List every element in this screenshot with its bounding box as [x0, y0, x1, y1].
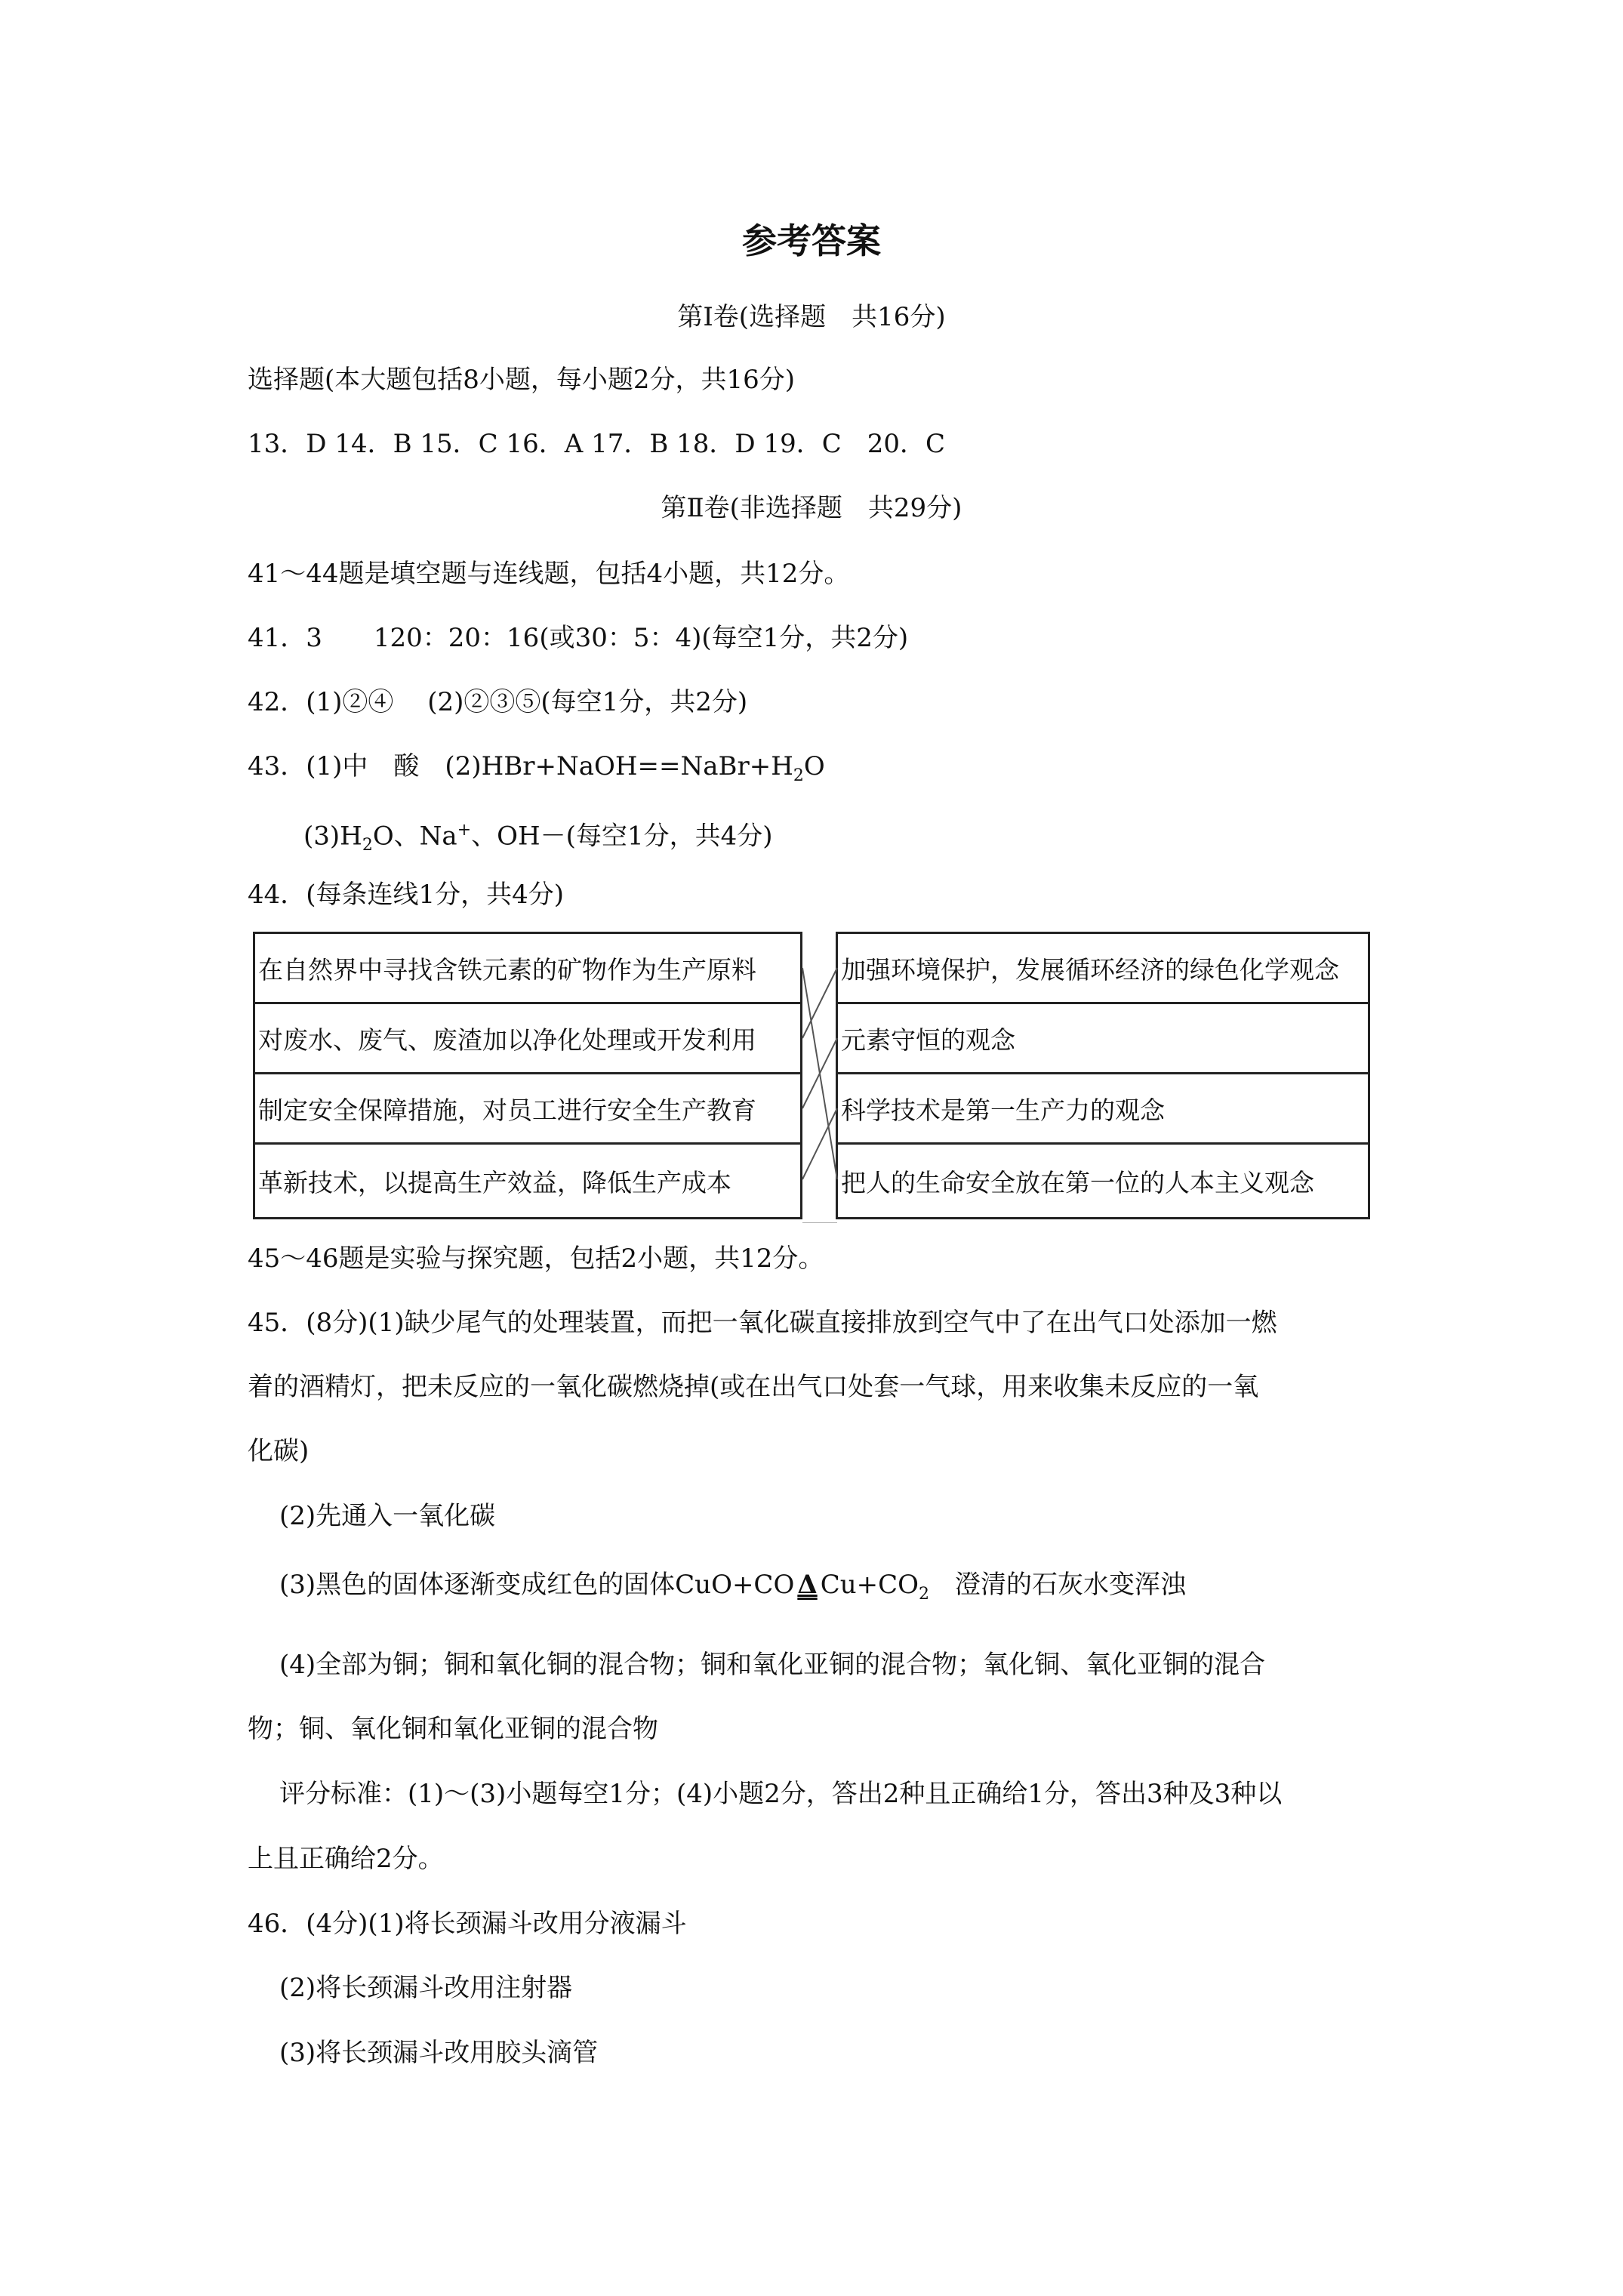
match-right-2: 元素守恒的观念	[836, 1002, 1370, 1074]
match-right-4: 把人的生命安全放在第一位的人本主义观念	[836, 1142, 1370, 1219]
match-right-1: 加强环境保护，发展循环经济的绿色化学观念	[836, 932, 1370, 1004]
part1-answers: 13．D 14．B 15．C 16．A 17．B 18．D 19．C 20．C	[248, 429, 946, 459]
q45-equation-left: (3)黑色的固体逐渐变成红色的固体CuO+CO	[279, 1570, 795, 1600]
q43b-text-mid: O、Na	[372, 821, 457, 852]
q43-text-end: O	[803, 751, 825, 781]
q45-line3: 化碳)	[248, 1436, 310, 1466]
part2-intro2: 45～46题是实验与探究题，包括2小题，共12分。	[248, 1244, 824, 1274]
match-right-3: 科学技术是第一生产力的观念	[836, 1072, 1370, 1145]
part2-heading: 第Ⅱ卷(非选择题 共29分)	[661, 493, 962, 523]
q46-line3: (3)将长颈漏斗改用胶头滴管	[279, 2038, 599, 2068]
part2-intro1: 41～44题是填空题与连线题，包括4小题，共12分。	[248, 559, 850, 589]
q43-subscript: 2	[793, 766, 804, 785]
q45-line5	[279, 1568, 1186, 1611]
q46-line2: (2)将长颈漏斗改用注射器	[279, 1973, 573, 2003]
q45-observation: 澄清的石灰水变浑浊	[929, 1570, 1187, 1600]
match-left-2: 对废水、废气、废渣加以净化处理或开发利用	[253, 1002, 802, 1074]
q43-answer-line2	[303, 814, 772, 862]
match-left-4: 革新技术，以提高生产效益，降低生产成本	[253, 1142, 802, 1219]
q43b-text: (3)H	[303, 821, 362, 852]
delta-heat-symbol: Δ	[797, 1570, 818, 1600]
q45-line2: 着的酒精灯，把未反应的一氧化碳燃烧掉(或在出气口处套一气球，用来收集未反应的一氧	[248, 1372, 1259, 1402]
page-title: 参考答案	[742, 220, 881, 261]
q44-answer: 44．(每条连线1分，共4分)	[248, 880, 565, 910]
part1-heading: 第Ⅰ卷(选择题 共16分)	[677, 302, 946, 332]
q41-answer: 41．3 120：20：16(或30：5：4)(每空1分，共2分)	[248, 623, 909, 653]
q45-grading-line2: 上且正确给2分。	[248, 1844, 444, 1874]
q43b-text-end: 、OH－(每空1分，共4分)	[471, 821, 773, 852]
line-left3-right2	[802, 1038, 837, 1108]
match-left-3: 制定安全保障措施，对员工进行安全生产教育	[253, 1072, 802, 1145]
part1-intro: 选择题(本大题包括8小题，每小题2分，共16分)	[248, 365, 796, 395]
q42-answer: 42．(1)②④ (2)②③⑤(每空1分，共2分)	[248, 687, 748, 717]
q43b-subscript: 2	[362, 836, 373, 855]
q45-line1: 45．(8分)(1)缺少尾气的处理装置，而把一氧化碳直接排放到空气中了在出气口处添加一燃	[248, 1308, 1277, 1338]
q43-answer-line1	[248, 750, 825, 793]
q46-line1: 46．(4分)(1)将长颈漏斗改用分液漏斗	[248, 1909, 687, 1939]
q45-grading-line1: 评分标准：(1)～(3)小题每空1分；(4)小题2分，答出2种且正确给1分，答出3种及3种以	[279, 1779, 1283, 1809]
q45-subscript: 2	[919, 1584, 930, 1604]
q45-line4: (2)先通入一氧化碳	[279, 1501, 496, 1531]
q43b-superscript: +	[457, 821, 472, 840]
match-left-1: 在自然界中寻找含铁元素的矿物作为生产原料	[253, 932, 802, 1004]
q43-text: 43．(1)中 酸 (2)HBr+NaOH==NaBr+H	[248, 751, 793, 781]
q45-equation-right: Cu+CO	[820, 1570, 919, 1600]
q45-line6: (4)全部为铜；铜和氧化铜的混合物；铜和氧化亚铜的混合物；氧化铜、氧化亚铜的混合	[279, 1650, 1266, 1680]
match-connector-lines	[800, 929, 839, 1223]
q45-line7: 物；铜、氧化铜和氧化亚铜的混合物	[248, 1714, 658, 1744]
